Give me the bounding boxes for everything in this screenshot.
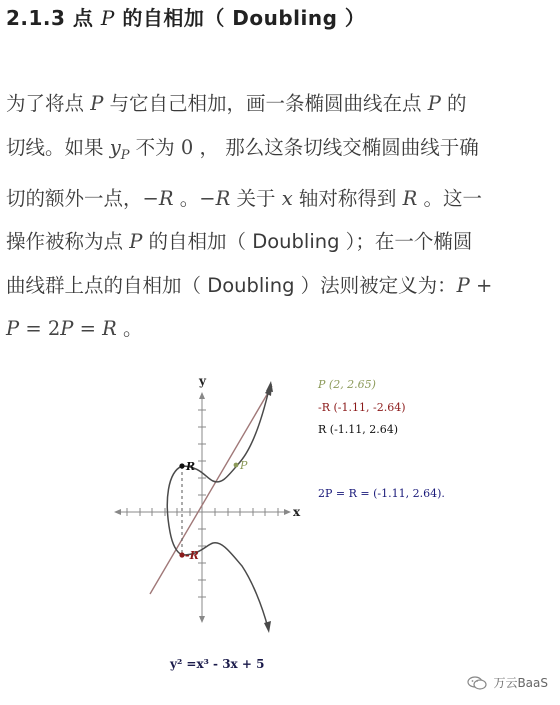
paragraph-line-5: 曲线群上点的自相加（ Doubling ）法则被定义为：P + [6, 273, 493, 297]
curve-equation: y² =x³ - 3x + 5 [170, 657, 265, 671]
point-neg-r-marker [179, 552, 184, 557]
watermark-text: 万云BaaS [493, 676, 548, 690]
wechat-icon [467, 676, 487, 690]
paragraph-line-3: 切的额外一点，−R 。−R 关于 x 轴对称得到 R 。这一 [6, 186, 482, 210]
paragraph-line-4: 操作被称为点 P 的自相加（ Doubling ）；在一个椭圆 [6, 230, 473, 254]
paragraph-line-1: 为了将点 P 与它自己相加，画一条椭圆曲线在点 P 的 [6, 92, 467, 115]
point-r-marker [179, 463, 184, 468]
point-p-marker [234, 463, 239, 468]
x-axis-arrow-left [114, 509, 121, 515]
legend [317, 378, 445, 500]
elliptic-curve-figure [0, 360, 560, 705]
paragraph-line-2: 切线。如果 $y_P$ 不为 0 ， 那么这条切线交椭圆曲线于确 [6, 135, 479, 163]
point-r-label: R [186, 460, 196, 473]
paragraph-line-6: P = 2P = R 。 [6, 317, 143, 341]
x-axis-arrow-right [284, 509, 291, 515]
heading-text-post: 的自相加（ Doubling ） [122, 6, 366, 30]
curve-upper-arrow [266, 381, 273, 392]
heading-text-pre: 点 [72, 6, 94, 30]
y-axis-arrow-down [199, 616, 205, 623]
curve-lower-arrow [264, 621, 271, 633]
legend-neg-r: -R (-1.11, -2.64) [318, 401, 406, 414]
legend-r: R (-1.11, 2.64) [318, 423, 399, 436]
section-heading [6, 2, 365, 31]
y-axis-label: y [199, 374, 206, 388]
section-number: 2.1.3 [6, 6, 66, 30]
watermark [467, 674, 548, 691]
curve-upper-branch [182, 385, 270, 482]
body-paragraph [6, 82, 558, 351]
point-p-label: P [240, 459, 248, 472]
curve-left-lobe [167, 466, 182, 555]
heading-var: P [100, 6, 115, 30]
y-axis-arrow-up [199, 392, 205, 399]
legend-result: 2P = R = (-1.11, 2.64). [318, 487, 445, 500]
x-axis-label: x [293, 505, 301, 519]
point-neg-r-label: -R [185, 549, 199, 562]
legend-p: P (2, 2.65) [318, 378, 376, 391]
